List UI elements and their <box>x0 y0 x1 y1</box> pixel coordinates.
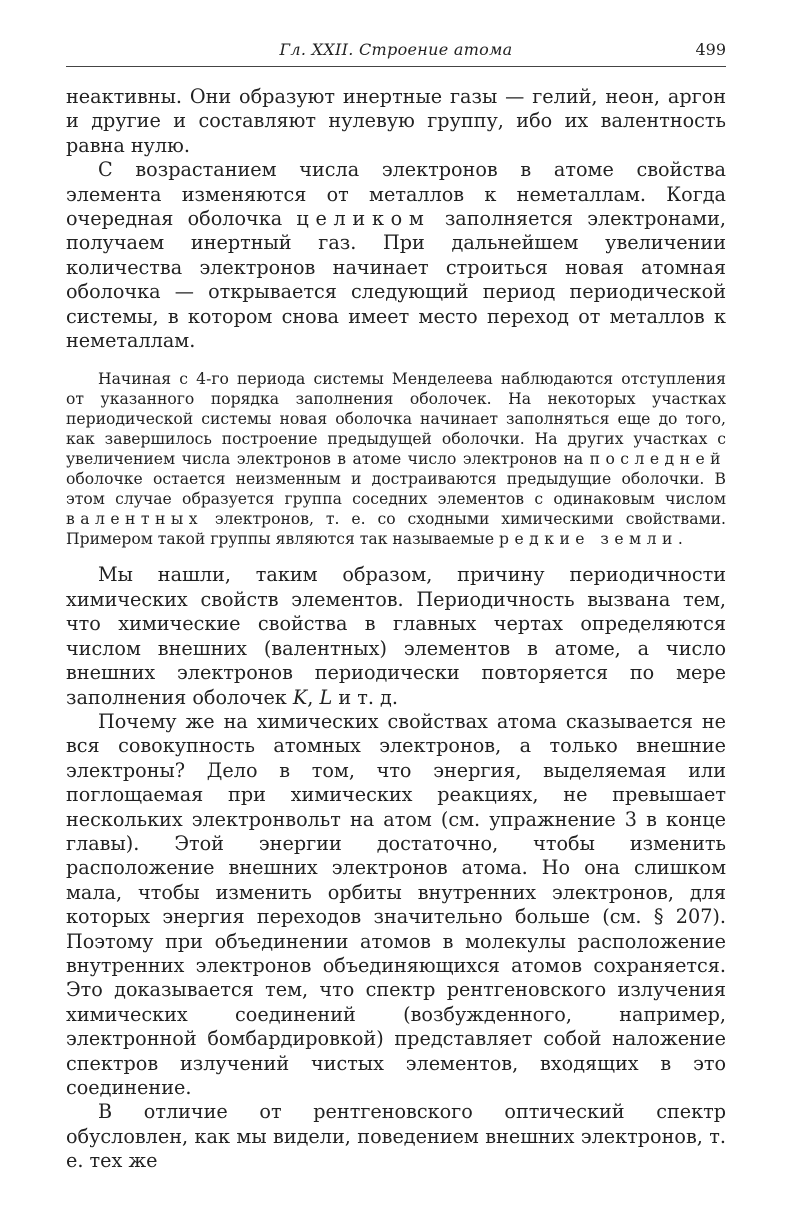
emphasis-word: редкие земли <box>499 530 678 549</box>
emphasis-word: последней <box>589 450 726 469</box>
page-header <box>66 36 726 67</box>
paragraph-5: В отличие от рентгеновского оптический спектр обусловлен, как мы видели, поведением внешних электронов, т. е. тех же <box>66 1100 726 1173</box>
emphasis-word: валентных <box>66 510 203 529</box>
paragraph-2: С возрастанием числа электронов в атоме свойства элемента изменяются от металлов к неметаллам. Когда очередная оболочка целиком заполняется электронами, получаем инертный газ. При дальнейшем увеличении количества электронов начинает строиться новая атомная оболочка — открывается следующий период периодической системы, в котором снова имеет место переход от металлов к неметаллам. <box>66 158 726 353</box>
paragraph-3: Мы нашли, таким образом, причину периодичности химических свойств элементов. Периодичность вызвана тем, что химические свойства в главных чертах определяются числом внешних (валентных) элементов в атоме, а число внешних электронов периодически повторяется по мере заполнения оболочек K, L и т. д. <box>66 563 726 709</box>
running-title: Гл. XXII. Строение атома <box>279 40 513 59</box>
shell-letter-l: L <box>319 685 333 709</box>
emphasis-word: целиком <box>296 207 431 231</box>
paragraph-1: неактивны. Они образуют инертные газы — гелий, неон, аргон и другие и составляют нулевую группу, ибо их валентность равна нулю. <box>66 85 726 157</box>
small-print-paragraph: Начиная с 4-го периода системы Менделеева наблюдаются отступления от указанного порядка заполнения оболочек. На некоторых участках периодической системы новая оболочка начинает заполняться еще до того, как завершилось построение предыдущей оболочки. На других участках с увеличением числа электронов в атоме число электронов на последней оболочке остается неизменным и достраиваются предыдущие оболочки. В этом случае образуется группа соседних элементов с одинаковым числом валентных электронов, т. е. со сходными химическими свойствами. Примером такой группы являются так называемые редкие земли. <box>66 370 726 549</box>
shell-letter-k: K <box>292 685 308 709</box>
page-number: 499 <box>695 40 726 59</box>
page-body <box>66 85 726 1174</box>
paragraph-4: Почему же на химических свойствах атома сказывается не вся совокупность атомных электронов, а только внешние электроны? Дело в том, что энергия, выделяемая или поглощаемая при химических реакциях, не превышает нескольких электронвольт на атом (см. упражнение 3 в конце главы). Этой энергии достаточно, чтобы изменить расположение внешних электронов атома. Но она слишком мала, чтобы изменить орбиты внутренних электронов, для которых энергия переходов значительно больше (см. § 207). Поэтому при объединении атомов в молекулы расположение внутренних электронов объединяющихся атомов сохраняется. Это доказывается тем, что спектр рентгеновского излучения химических соединений (возбужденного, например, электронной бомбардировкой) представляет собой наложение спектров излучений чистых элементов, входящих в это соединение. <box>66 709 726 1099</box>
book-page <box>66 36 726 1174</box>
